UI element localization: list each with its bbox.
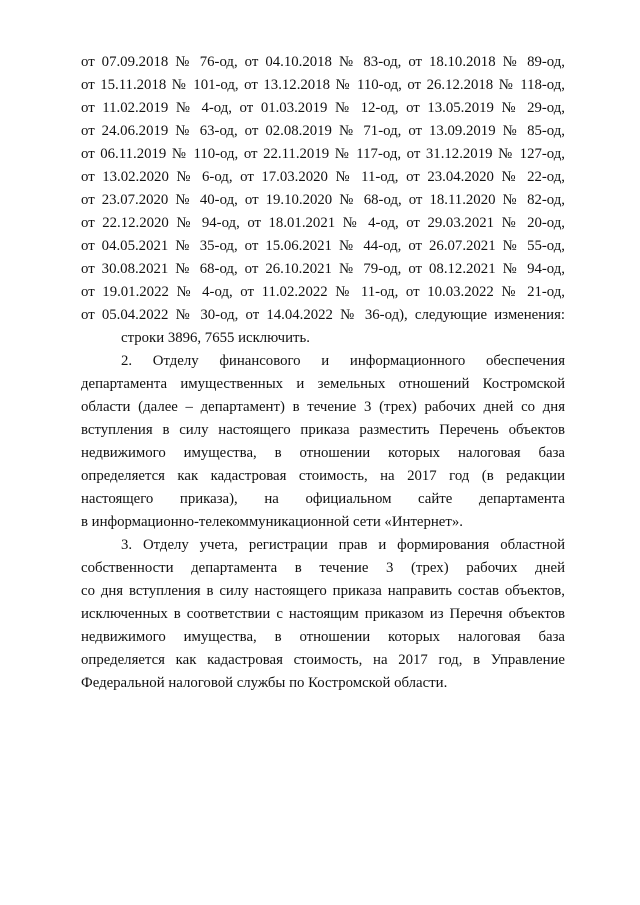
text-line: от 24.06.2019 № 63-од, от 02.08.2019 № 71-од, от 13.09.2019 № 85-од, xyxy=(81,123,565,139)
text-line: со дня вступления в силу настоящего приказа направить состав объектов, xyxy=(81,583,565,599)
text-line: недвижимого имущества, в отношении которых налоговая база xyxy=(81,445,565,461)
text-line: от 30.08.2021 № 68-од, от 26.10.2021 № 79-од, от 08.12.2021 № 94-од, xyxy=(81,261,565,277)
text-line: департамента имущественных и земельных отношений Костромской xyxy=(81,376,565,392)
text-line: от 05.04.2022 № 30-од, от 14.04.2022 № 36-од), следующие изменения: xyxy=(81,307,565,323)
text-line: от 13.02.2020 № 6-од, от 17.03.2020 № 11-од, от 23.04.2020 № 22-од, xyxy=(81,169,565,185)
text-line: от 11.02.2019 № 4-од, от 01.03.2019 № 12-од, от 13.05.2019 № 29-од, xyxy=(81,100,565,116)
paragraph-3-first-line: 3. Отделу учета, регистрации прав и формирования областной xyxy=(121,537,565,553)
text-line: области (далее – департамент) в течение 3 (трех) рабочих дней со дня xyxy=(81,399,565,415)
text-line: от 22.12.2020 № 94-од, от 18.01.2021 № 4-од, от 29.03.2021 № 20-од, xyxy=(81,215,565,231)
text-line: от 19.01.2022 № 4-од, от 11.02.2022 № 11-од, от 10.03.2022 № 21-од, xyxy=(81,284,565,300)
text-line: недвижимого имущества, в отношении которых налоговая база xyxy=(81,629,565,645)
paragraph-2-first-line: 2. Отделу финансового и информационного обеспечения xyxy=(121,353,565,369)
text-line: от 15.11.2018 № 101-од, от 13.12.2018 № 110-од, от 26.12.2018 № 118-од, xyxy=(81,77,565,93)
text-line: исключенных в соответствии с настоящим приказом из Перечня объектов xyxy=(81,606,565,622)
text-line: вступления в силу настоящего приказа разместить Перечень объектов xyxy=(81,422,565,438)
text-line: в информационно-телекоммуникационной сети «Интернет». xyxy=(81,514,463,530)
text-line: от 23.07.2020 № 40-од, от 19.10.2020 № 68-од, от 18.11.2020 № 82-од, xyxy=(81,192,565,208)
text-line: определяется как кадастровая стоимость, на 2017 год, в Управление xyxy=(81,652,565,668)
text-line: настоящего приказа), на официальном сайте департамента xyxy=(81,491,565,507)
text-line: от 06.11.2019 № 110-од, от 22.11.2019 № 117-од, от 31.12.2019 № 127-од, xyxy=(81,146,565,162)
text-line: определяется как кадастровая стоимость, на 2017 год (в редакции xyxy=(81,468,565,484)
text-line: от 04.05.2021 № 35-од, от 15.06.2021 № 44-од, от 26.07.2021 № 55-од, xyxy=(81,238,565,254)
text-line: собственности департамента в течение 3 (трех) рабочих дней xyxy=(81,560,565,576)
text-line: строки 3896, 7655 исключить. xyxy=(121,330,310,346)
text-line: от 07.09.2018 № 76-од, от 04.10.2018 № 83-од, от 18.10.2018 № 89-од, xyxy=(81,54,565,70)
text-line: Федеральной налоговой службы по Костромской области. xyxy=(81,675,448,691)
